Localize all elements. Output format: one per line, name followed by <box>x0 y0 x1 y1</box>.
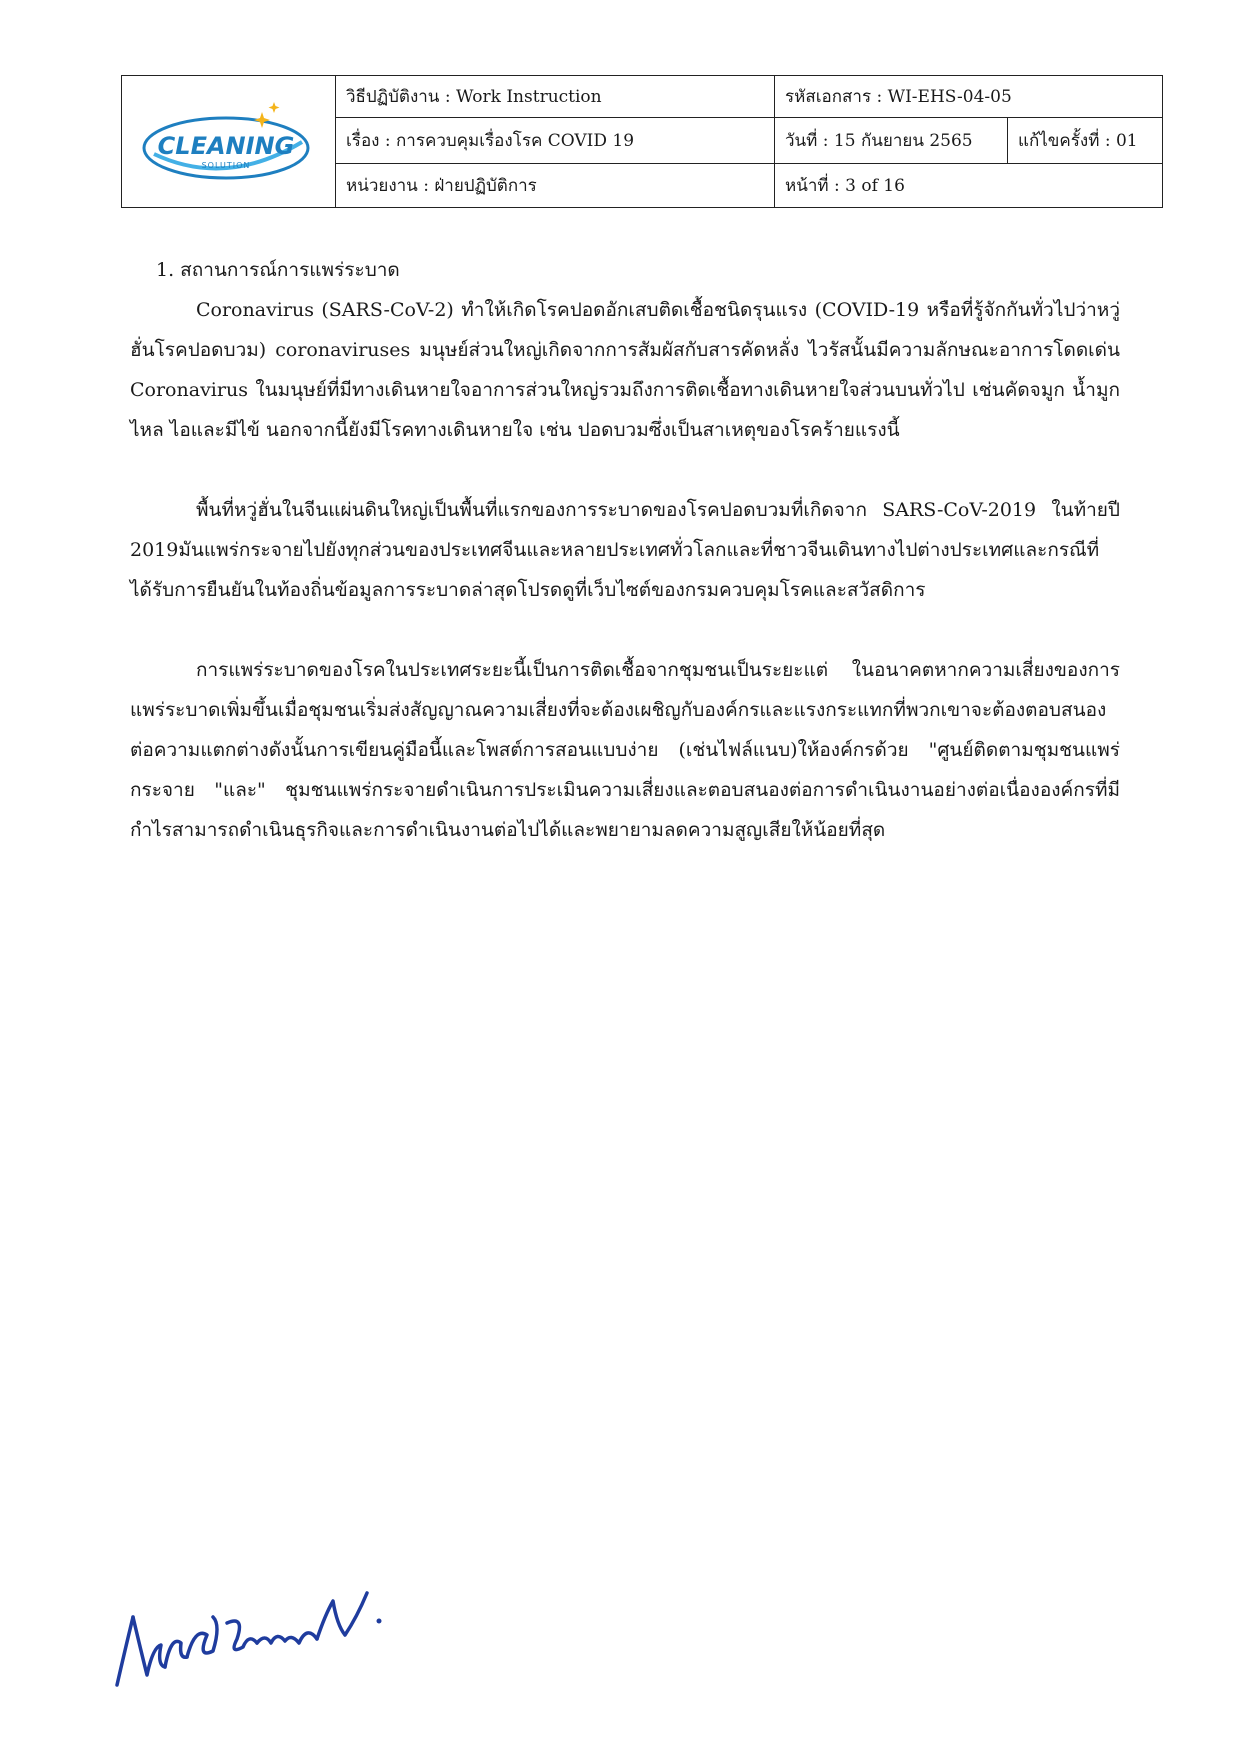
document-header-table <box>121 75 1163 208</box>
paragraph-2: พื้นที่หวู่ฮั่นในจีนแผ่นดินใหญ่เป็นพื้นที่แรกของการระบาดของโรคปอดบวมที่เกิดจาก SARS-CoV-2019 ในท้ายปี 2019มันแพร่กระจายไปยังทุกส่วนของประเทศจีนและหลายประเทศทั่วโลกและที่ชาวจีนเดินทางไปต่างประเทศและกรณีที่ได้รับการยืนยันในท้องถิ่นข้อมูลการระบาดล่าสุดโปรดดูที่เว็บไซต์ของกรมควบคุมโรคและสวัสดิการ <box>130 499 1120 601</box>
section-heading: 1. สถานการณ์การแพร่ระบาด <box>156 259 400 281</box>
document-date: วันที่ : 15 กันยายน 2565 <box>775 118 1008 164</box>
paragraph-1: Coronavirus (SARS-CoV-2) ทำให้เกิดโรคปอดอักเสบติดเชื้อชนิดรุนแรง (COVID-19 หรือที่รู้จักกันทั่วไปว่าหวู่ฮั่นโรคปอดบวม) coronaviruses มนุษย์ส่วนใหญ่เกิดจากการสัมผัสกับสารคัดหลั่ง ไวรัสนั้นมีความลักษณะอาการโดดเด่น Coronavirus ในมนุษย์ที่มีทางเดินหายใจอาการส่วนใหญ่รวมถึงการติดเชื้อทางเดินหายใจส่วนบนทั่วไป เช่นคัดจมูก น้ำมูกไหล ไอและมีไข้ นอกจากนี้ยังมีโรคทางเดินหายใจ เช่น ปอดบวมซึ่งเป็นสาเหตุของโรคร้ายแรงนี้ <box>130 299 1120 441</box>
svg-text:CLEANING: CLEANING <box>157 131 294 160</box>
handwritten-signature-icon <box>95 1555 395 1705</box>
document-subject: เรื่อง : การควบคุมเรื่องโรค COVID 19 <box>336 118 775 164</box>
page-number: หน้าที่ : 3 of 16 <box>775 164 1163 208</box>
department: หน่วยงาน : ฝ่ายปฏิบัติการ <box>336 164 775 208</box>
company-logo <box>122 76 336 208</box>
revision-number: แก้ไขครั้งที่ : 01 <box>1008 118 1163 164</box>
signature <box>95 1555 395 1705</box>
svg-text:SOLUTION: SOLUTION <box>201 160 250 170</box>
cleaning-solution-logo-icon <box>134 92 324 192</box>
document-body <box>130 250 1120 890</box>
procedure-type: วิธีปฏิบัติงาน : Work Instruction <box>336 76 775 118</box>
document-code: รหัสเอกสาร : WI-EHS-04-05 <box>775 76 1163 118</box>
paragraph-3: การแพร่ระบาดของโรคในประเทศระยะนี้เป็นการติดเชื้อจากชุมชนเป็นระยะแต่ ในอนาคตหากความเสี่ยงของการแพร่ระบาดเพิ่มขึ้นเมื่อชุมชนเริ่มส่งสัญญาณความเสี่ยงที่จะต้องเผชิญกับองค์กรและแรงกระแทกที่พวกเขาจะต้องตอบสนองต่อความแตกต่างดังนั้นการเขียนคู่มือนี้และโพสต์การสอนแบบง่าย (เช่นไฟล์แนบ)ให้องค์กรด้วย "ศูนย์ติดตามชุมชนแพร่กระจาย "และ" ชุมชนแพร่กระจายดำเนินการประเมินความเสี่ยงและตอบสนองต่อการดำเนินงานอย่างต่อเนื่ององค์กรที่มีกำไรสามารถดำเนินธุรกิจและการดำเนินงานต่อไปได้และพยายามลดความสูญเสียให้น้อยที่สุด <box>130 659 1120 841</box>
